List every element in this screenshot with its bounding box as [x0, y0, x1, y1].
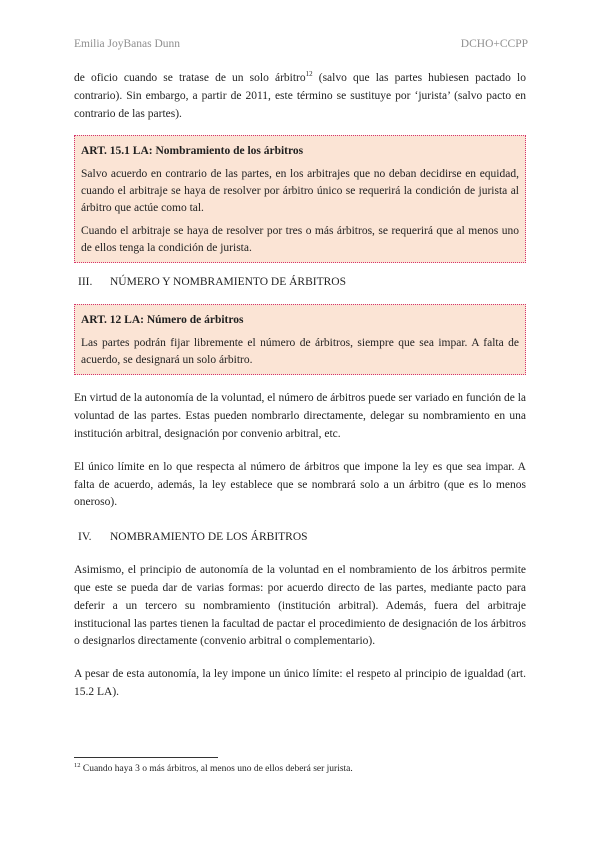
section-heading-iv [74, 529, 526, 546]
section-number: IV. [78, 531, 92, 544]
footnote [74, 763, 526, 776]
section-title: NÚMERO Y NOMBRAMIENTO DE ÁRBITROS [110, 276, 346, 289]
article-box-title: ART. 15.1 LA: Nombramiento de los árbitros [81, 145, 304, 158]
article-box-paragraph: Las partes podrán fijar libremente el número de árbitros, siempre que sea impar. A falta de acuerdo, se designará un solo árbitro. [81, 337, 519, 367]
section-number: III. [78, 276, 93, 289]
page-content [74, 70, 526, 702]
article-box-12 [74, 304, 526, 375]
page-header [74, 38, 528, 54]
header-author: Emilia JoyBanas Dunn [74, 38, 181, 50]
intro-paragraph [74, 70, 526, 123]
footnote-text: Cuando haya 3 o más árbitros, al menos uno de ellos deberá ser jurista. [80, 764, 353, 774]
article-box-title: ART. 12 LA: Número de árbitros [81, 314, 244, 327]
section-heading-iii [74, 274, 526, 291]
article-box-paragraph: Salvo acuerdo en contrario de las partes, en los arbitrajes que no deban decidirse en equidad, cuando el arbitraje se haya de resolver por árbitro único se requerirá la condición de jurista al árbitro que actúe como tal. [81, 168, 519, 215]
footnote-number: 12 [74, 761, 81, 769]
body-paragraph: A pesar de esta autonomía, la ley impone un único límite: el respeto al principio de igualdad (art. 15.2 LA). [74, 668, 526, 698]
article-box-paragraph: Cuando el arbitraje se haya de resolver por tres o más árbitros, se requerirá que al menos uno de ellos tenga la condición de jurista. [81, 225, 519, 255]
body-paragraph: El único límite en lo que respecta al número de árbitros que impone la ley es que sea impar. A falta de acuerdo, además, la ley establece que se nombrará solo a un árbitro (que es lo menos oneroso). [74, 460, 526, 509]
body-paragraph: Asimismo, el principio de autonomía de la voluntad en el nombramiento de los árbitros permite que este se pueda dar de varias formas: por acuerdo directo de las partes, mediante pacto para deferir a un tercero su nombramiento (institución arbitral). Además, fuera del arbitraje institucional las partes tienen la facultad de pactar el procedimiento de designación de los árbitros o designarlos directamente (convenio arbitral o complementario). [74, 564, 526, 648]
footnote-separator [74, 757, 218, 758]
footnote-ref[interactable]: 12 [305, 70, 313, 79]
body-paragraph: En virtud de la autonomía de la voluntad, el número de árbitros puede ser variado en función de la voluntad de las partes. Estas pueden nombrarlo directamente, delegar su nombramiento en una institución arbitral, designación por convenio arbitral, etc. [74, 392, 526, 440]
intro-text-before: de oficio cuando se tratase de un solo árbitro [74, 72, 306, 84]
header-course: DCHO+CCPP [460, 38, 528, 50]
section-title: NOMBRAMIENTO DE LOS ÁRBITROS [110, 531, 308, 544]
intro-text-after: (salvo que las partes hubiesen pactado lo contrario). Sin embargo, a partir de 2011, este término se sustituye por ‘jurista’ (salvo pacto en contrario de las partes). [74, 72, 526, 120]
article-box-15-1 [74, 135, 526, 263]
